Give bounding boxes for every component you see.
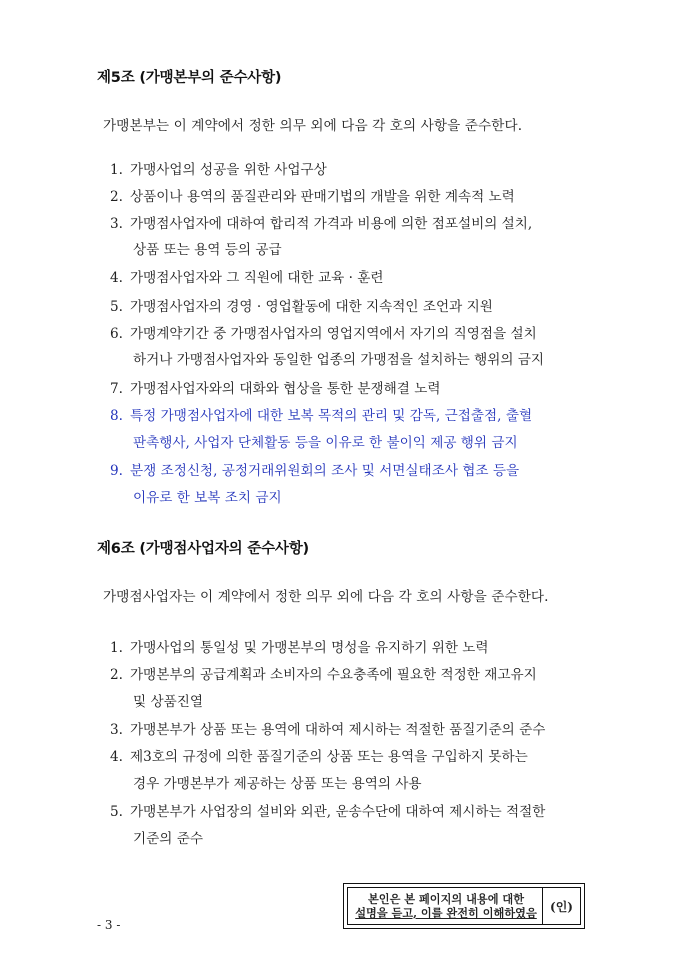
item-text: 가맹본부가 사업장의 설비와 외관, 운송수단에 대하여 제시하는 적절한	[130, 804, 546, 820]
section6-heading: 제6조 (가맹점사업자의 준수사항)	[97, 541, 309, 557]
section5-item-3	[110, 212, 588, 232]
item-number: 5.	[110, 804, 123, 820]
item-number: 4.	[110, 749, 123, 765]
confirmation-line-1: 본인은 본 페이지의 내용에 대한	[367, 892, 525, 906]
section6-item-2	[110, 663, 588, 683]
section5-item-2	[110, 185, 588, 205]
item-number: 7.	[110, 381, 123, 397]
confirmation-text	[348, 892, 542, 920]
page-number: - 3 -	[97, 918, 121, 932]
section5-intro: 가맹본부는 이 계약에서 정한 의무 외에 다음 각 호의 사항을 준수한다.	[103, 118, 523, 134]
section6-item-5-cont: 기준의 준수	[133, 831, 203, 847]
section5-item-9	[110, 459, 588, 479]
item-text: 가맹본부의 공급계획과 소비자의 수요충족에 필요한 적정한 재고유지	[130, 667, 537, 683]
section6-item-4	[110, 745, 588, 765]
section6-item-5	[110, 800, 588, 820]
confirmation-box	[343, 883, 585, 929]
section6-intro: 가맹점사업자는 이 계약에서 정한 의무 외에 다음 각 호의 사항을 준수한다.	[103, 589, 549, 605]
section5-item-6-cont: 하거나 가맹점사업자와 동일한 업종의 가맹점을 설치하는 행위의 금지	[133, 352, 545, 368]
item-text: 가맹점사업자와 그 직원에 대한 교육 · 훈련	[130, 270, 384, 286]
section6-item-1	[110, 636, 588, 656]
item-number: 6.	[110, 326, 123, 342]
section6-item-2-cont: 및 상품진열	[133, 694, 203, 710]
item-text: 특정 가맹점사업자에 대한 보복 목적의 관리 및 감독, 근접출점, 출혈	[130, 408, 533, 424]
item-number: 2.	[110, 189, 123, 205]
section5-item-7	[110, 377, 588, 397]
section5-item-8-cont: 판촉행사, 사업자 단체활동 등을 이유로 한 불이익 제공 행위 금지	[133, 435, 518, 451]
item-text: 가맹사업의 성공을 위한 사업구상	[130, 162, 327, 178]
item-number: 3.	[110, 722, 123, 738]
section5-heading: 제5조 (가맹본부의 준수사항)	[97, 70, 282, 86]
item-number: 9.	[110, 463, 123, 479]
item-number: 3.	[110, 216, 123, 232]
section5-item-3-cont: 상품 또는 용역 등의 공급	[133, 242, 282, 258]
section6-item-4-cont: 경우 가맹본부가 제공하는 상품 또는 용역의 사용	[133, 776, 422, 792]
item-text: 가맹본부가 상품 또는 용역에 대하여 제시하는 적절한 품질기준의 준수	[130, 722, 546, 738]
item-number: 4.	[110, 270, 123, 286]
section5-item-1	[110, 158, 588, 178]
section5-item-8	[110, 404, 588, 424]
section5-item-5	[110, 295, 588, 315]
confirmation-inner	[347, 887, 581, 925]
item-text: 분쟁 조정신청, 공정거래위원회의 조사 및 서면실태조사 협조 등을	[130, 463, 520, 479]
item-text: 가맹점사업자의 경영 · 영업활동에 대한 지속적인 조언과 지원	[130, 299, 493, 315]
seal-box[interactable]	[542, 888, 580, 924]
section6-item-3	[110, 718, 588, 738]
item-number: 2.	[110, 667, 123, 683]
item-number: 1.	[110, 162, 123, 178]
section5-item-9-cont: 이유로 한 보복 조치 금지	[133, 490, 282, 506]
confirmation-line-2: 설명을 듣고, 이를 완전히 이해하였음	[355, 906, 537, 920]
item-number: 1.	[110, 640, 123, 656]
item-text: 상품이나 용역의 품질관리와 판매기법의 개발을 위한 계속적 노력	[130, 189, 515, 205]
item-text: 제3호의 규정에 의한 품질기준의 상품 또는 용역을 구입하지 못하는	[130, 749, 528, 765]
section5-item-6	[110, 322, 588, 342]
item-number: 5.	[110, 299, 123, 315]
section5-item-4	[110, 266, 588, 286]
item-text: 가맹사업의 통일성 및 가맹본부의 명성을 유지하기 위한 노력	[130, 640, 489, 656]
item-text: 가맹점사업자에 대하여 합리적 가격과 비용에 의한 점포설비의 설치,	[130, 216, 533, 232]
item-text: 가맹점사업자와의 대화와 협상을 통한 분쟁해결 노력	[130, 381, 441, 397]
item-number: 8.	[110, 408, 123, 424]
seal-label: (인)	[550, 899, 573, 914]
item-text: 가맹계약기간 중 가맹점사업자의 영업지역에서 자기의 직영점을 설치	[130, 326, 537, 342]
